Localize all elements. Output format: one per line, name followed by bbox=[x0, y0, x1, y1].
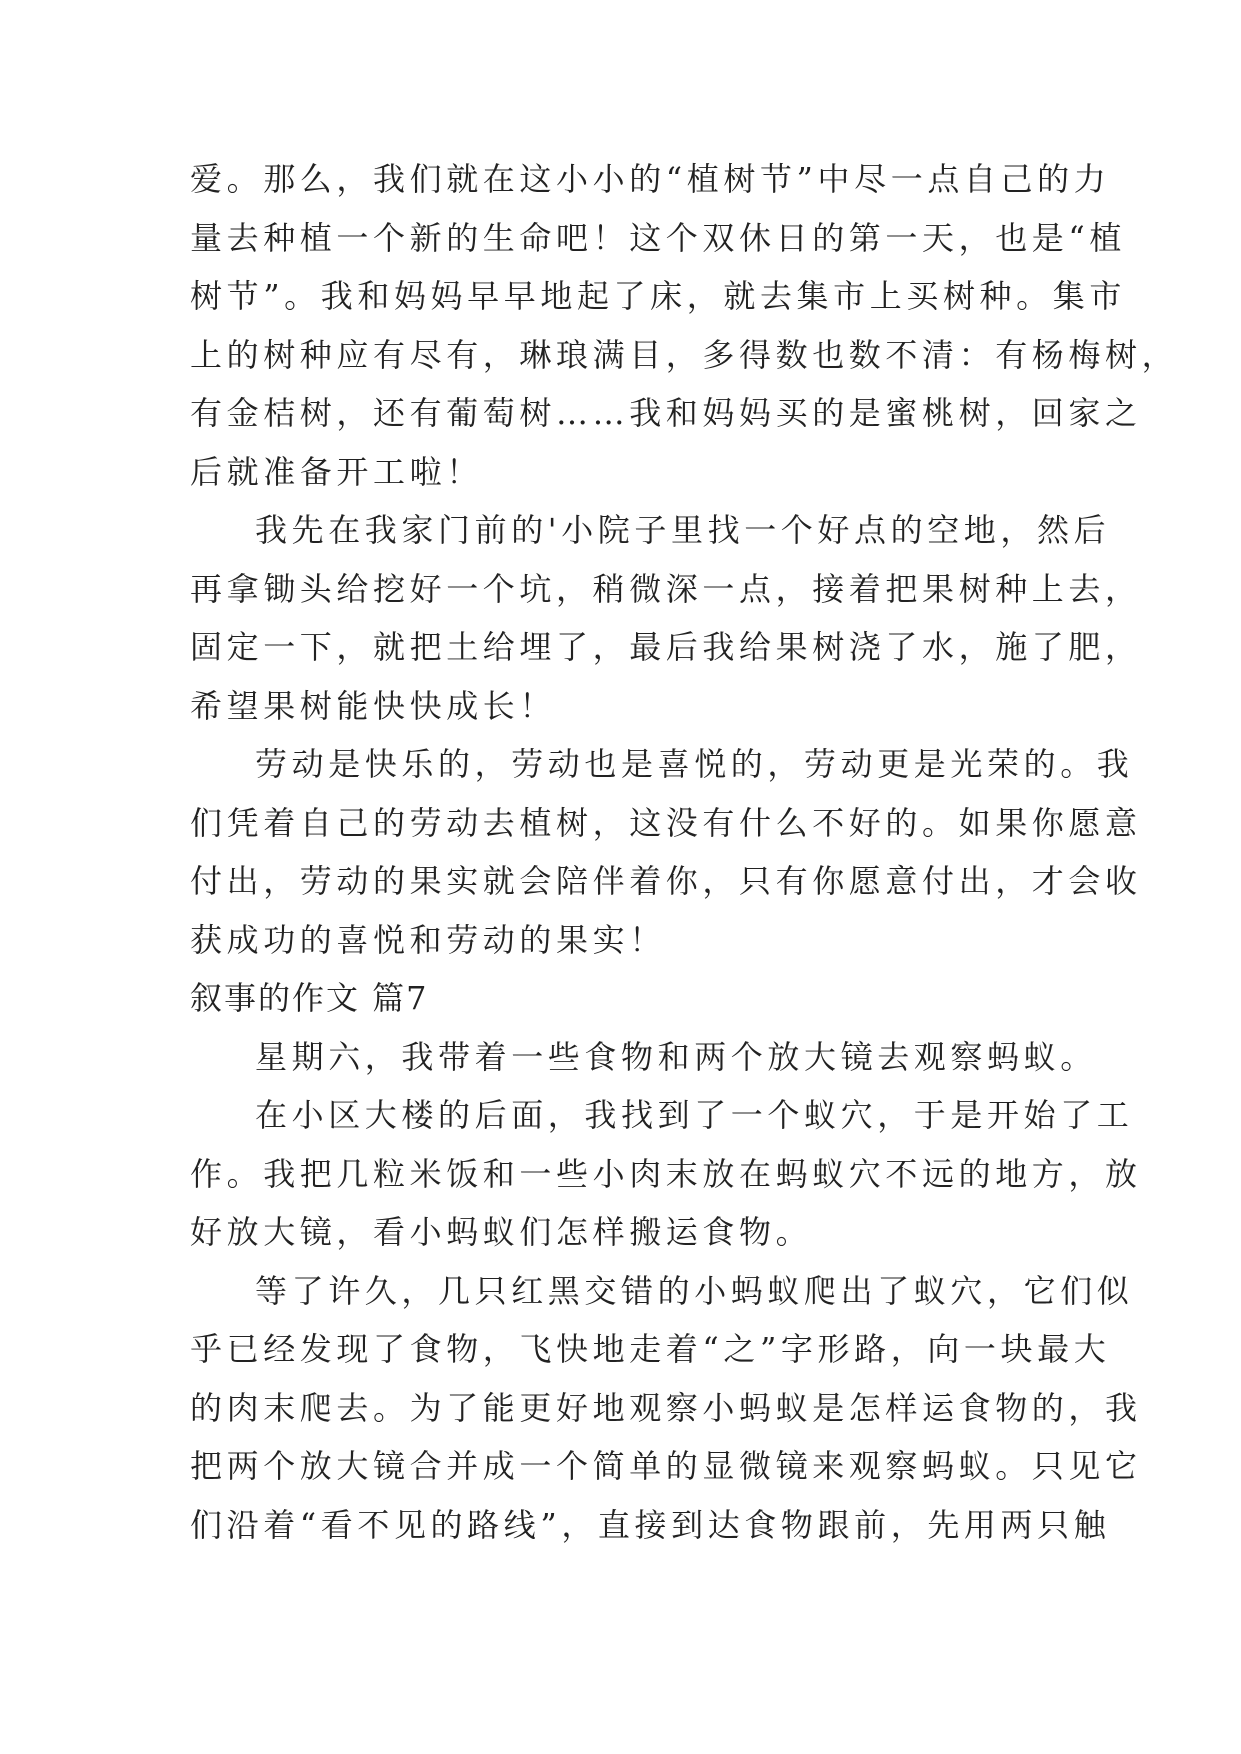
text-line: 劳动是快乐的，劳动也是喜悦的，劳动更是光荣的。我 bbox=[255, 745, 1134, 783]
text-line: 树节”。我和妈妈早早地起了床，就去集市上买树种。集市 bbox=[190, 277, 1126, 315]
paragraph-tree-planting-intro bbox=[190, 150, 1179, 501]
text-line: 乎已经发现了食物，飞快地走着“之”字形路，向一块最大 bbox=[190, 1330, 1111, 1368]
text-line: 爱。那么，我们就在这小小的“植树节”中尽一点自己的力 bbox=[190, 160, 1111, 198]
text-line: 有金桔树，还有葡萄树……我和妈妈买的是蜜桃树，回家之 bbox=[190, 394, 1142, 432]
text-line: 在小区大楼的后面，我找到了一个蚁穴，于是开始了工 bbox=[255, 1096, 1134, 1134]
text-line: 后就准备开工啦！ bbox=[190, 452, 483, 491]
text-line: 我先在我家门前的'小院子里找一个好点的空地，然后 bbox=[255, 511, 1111, 549]
paragraph-ant-observation bbox=[190, 1262, 1142, 1555]
text-line: 等了许久，几只红黑交错的小蚂蚁爬出了蚁穴，它们似 bbox=[255, 1271, 1134, 1310]
text-line: 希望果树能快快成长！ bbox=[190, 686, 557, 725]
text-line: 再拿锄头给挖好一个坑，稍微深一点，接着把果树种上去， bbox=[190, 569, 1142, 608]
text-line: 量去种植一个新的生命吧！这个双休日的第一天，也是“植 bbox=[190, 218, 1126, 257]
text-line: 固定一下，就把土给埋了，最后我给果树浇了水，施了肥， bbox=[190, 628, 1142, 666]
paragraph-planting-process bbox=[190, 501, 1142, 735]
section-heading: 叙事的作文 篇7 bbox=[190, 979, 429, 1017]
paragraph-labor-reflection bbox=[190, 735, 1142, 969]
text-line: 付出，劳动的果实就会陪伴着你，只有你愿意付出，才会收 bbox=[190, 862, 1142, 900]
text-line: 们凭着自己的劳动去植树，这没有什么不好的。如果你愿意 bbox=[190, 803, 1142, 842]
text-line: 获成功的喜悦和劳动的果实！ bbox=[190, 920, 666, 959]
paragraph-ant-nest bbox=[190, 1086, 1142, 1262]
text-line: 作。我把几粒米饭和一些小肉末放在蚂蚁穴不远的地方，放 bbox=[190, 1154, 1142, 1193]
document-body bbox=[190, 150, 1179, 1554]
paragraph-saturday-ants bbox=[190, 1028, 1097, 1087]
text-line: 们沿着“看不见的路线”，直接到达食物跟前，先用两只触 bbox=[190, 1505, 1111, 1544]
text-line: 的肉末爬去。为了能更好地观察小蚂蚁是怎样运食物的，我 bbox=[190, 1388, 1142, 1427]
text-line: 好放大镜，看小蚂蚁们怎样搬运食物。 bbox=[190, 1213, 813, 1251]
text-line: 把两个放大镜合并成一个简单的显微镜来观察蚂蚁。只见它 bbox=[190, 1447, 1142, 1485]
text-line: 星期六，我带着一些食物和两个放大镜去观察蚂蚁。 bbox=[255, 1037, 1097, 1076]
text-line: 上的树种应有尽有，琳琅满目，多得数也数不清：有杨梅树， bbox=[190, 335, 1179, 374]
